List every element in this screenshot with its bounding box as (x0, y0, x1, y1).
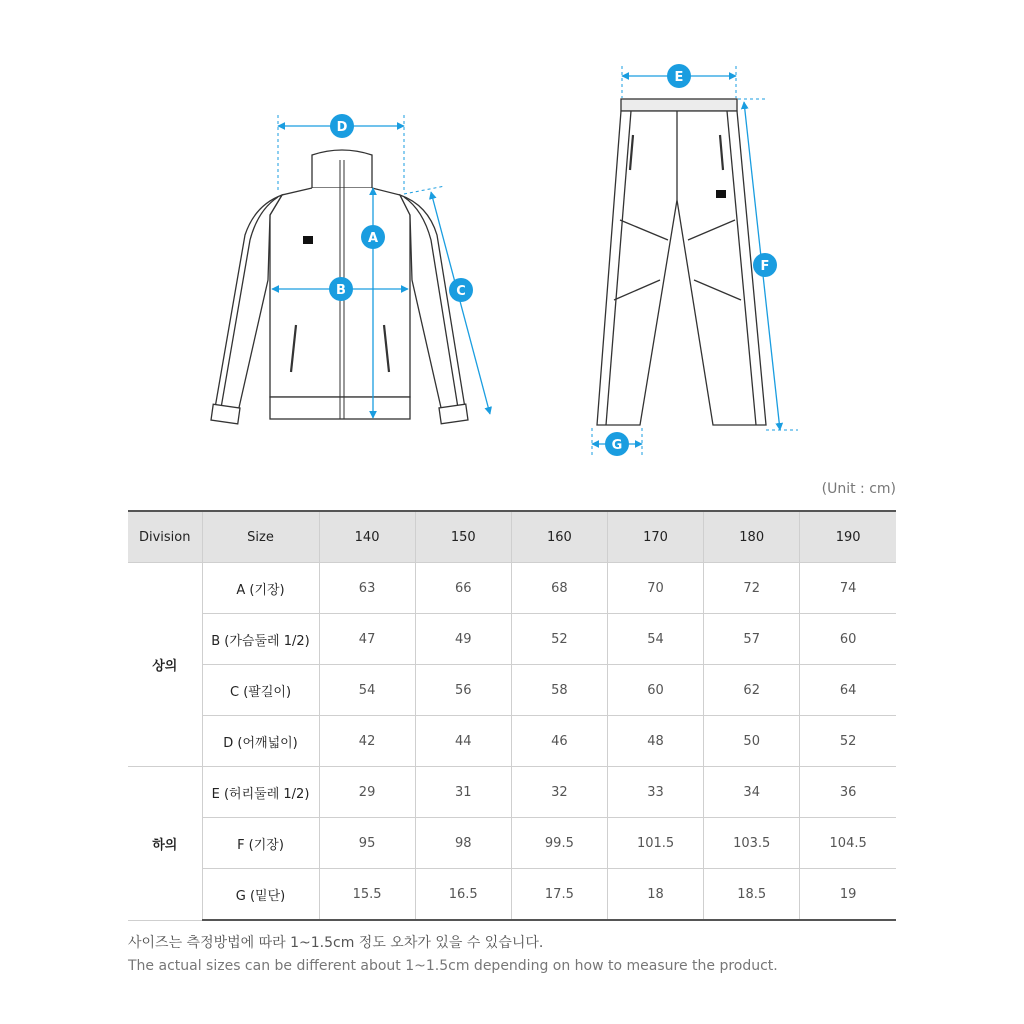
measurement-value: 66 (415, 563, 511, 614)
measurement-value: 72 (704, 563, 800, 614)
badge-b (329, 277, 353, 301)
measurement-value: 42 (319, 716, 415, 767)
header-size-value: 150 (415, 511, 511, 563)
measurement-label: B (가슴둘레 1/2) (202, 614, 319, 665)
header-division: Division (128, 511, 202, 563)
table-row (128, 767, 896, 818)
table-row (128, 614, 896, 665)
group-label: 하의 (128, 767, 202, 921)
measurement-value: 56 (415, 665, 511, 716)
svg-text:C: C (456, 284, 466, 299)
svg-text:G: G (611, 438, 623, 453)
header-size-value: 140 (319, 511, 415, 563)
header-size-value: 160 (511, 511, 607, 563)
measurement-value: 54 (319, 665, 415, 716)
measurement-value: 74 (800, 563, 896, 614)
header-size-value: 180 (704, 511, 800, 563)
measurement-value: 64 (800, 665, 896, 716)
measurement-value: 50 (704, 716, 800, 767)
measurement-value: 48 (607, 716, 703, 767)
measurement-value: 60 (607, 665, 703, 716)
note-english: The actual sizes can be different about 1~1.5cm depending on how to measure the product. (128, 958, 778, 974)
measurement-value: 52 (511, 614, 607, 665)
measurement-value: 47 (319, 614, 415, 665)
measurement-value: 32 (511, 767, 607, 818)
measurement-value: 101.5 (607, 818, 703, 869)
measurement-value: 17.5 (511, 869, 607, 921)
measurement-value: 18.5 (704, 869, 800, 921)
measurement-value: 44 (415, 716, 511, 767)
measurement-value: 18 (607, 869, 703, 921)
table-row (128, 716, 896, 767)
svg-text:F: F (760, 259, 770, 274)
size-table (128, 510, 896, 921)
header-size-value: 190 (800, 511, 896, 563)
measurement-value: 34 (704, 767, 800, 818)
svg-text:A: A (367, 231, 379, 246)
measurement-value: 36 (800, 767, 896, 818)
badge-c (449, 278, 473, 302)
badge-d (330, 114, 354, 138)
measurement-label: F (기장) (202, 818, 319, 869)
measurement-value: 99.5 (511, 818, 607, 869)
measurement-label: G (밑단) (202, 869, 319, 921)
measurement-label: E (허리둘레 1/2) (202, 767, 319, 818)
badge-f (753, 253, 777, 277)
measurement-value: 95 (319, 818, 415, 869)
table-header-row (128, 511, 896, 563)
unit-label: (Unit : cm) (821, 481, 896, 497)
header-size-value: 170 (607, 511, 703, 563)
table-row (128, 563, 896, 614)
measurement-value: 15.5 (319, 869, 415, 921)
header-size: Size (202, 511, 319, 563)
measurement-value: 57 (704, 614, 800, 665)
table-row (128, 869, 896, 921)
measurement-label: A (기장) (202, 563, 319, 614)
badge-a (361, 225, 385, 249)
pants-logo-icon (716, 190, 726, 198)
measurement-label: D (어깨넓이) (202, 716, 319, 767)
measurement-value: 103.5 (704, 818, 800, 869)
measurement-value: 70 (607, 563, 703, 614)
table-row (128, 665, 896, 716)
measurement-value: 29 (319, 767, 415, 818)
measurement-value: 68 (511, 563, 607, 614)
measurement-value: 52 (800, 716, 896, 767)
measurement-value: 62 (704, 665, 800, 716)
badge-g (605, 432, 629, 456)
measurement-value: 98 (415, 818, 511, 869)
measurement-value: 49 (415, 614, 511, 665)
table-row (128, 818, 896, 869)
measurement-value: 31 (415, 767, 511, 818)
measurement-value: 46 (511, 716, 607, 767)
measurement-value: 104.5 (800, 818, 896, 869)
pants-drawing (597, 99, 766, 425)
measurement-value: 60 (800, 614, 896, 665)
measurement-value: 19 (800, 869, 896, 921)
svg-text:E: E (674, 70, 684, 85)
jacket-logo-icon (303, 236, 313, 244)
garment-illustration (0, 0, 1024, 480)
measurement-value: 16.5 (415, 869, 511, 921)
svg-text:B: B (336, 283, 346, 298)
measurement-label: C (팔길이) (202, 665, 319, 716)
group-label: 상의 (128, 563, 202, 767)
measurement-value: 63 (319, 563, 415, 614)
measurement-value: 54 (607, 614, 703, 665)
svg-text:D: D (336, 120, 348, 135)
measurement-value: 33 (607, 767, 703, 818)
note-korean: 사이즈는 측정방법에 따라 1~1.5cm 정도 오차가 있을 수 있습니다. (128, 935, 544, 951)
measurement-value: 58 (511, 665, 607, 716)
badge-e (667, 64, 691, 88)
